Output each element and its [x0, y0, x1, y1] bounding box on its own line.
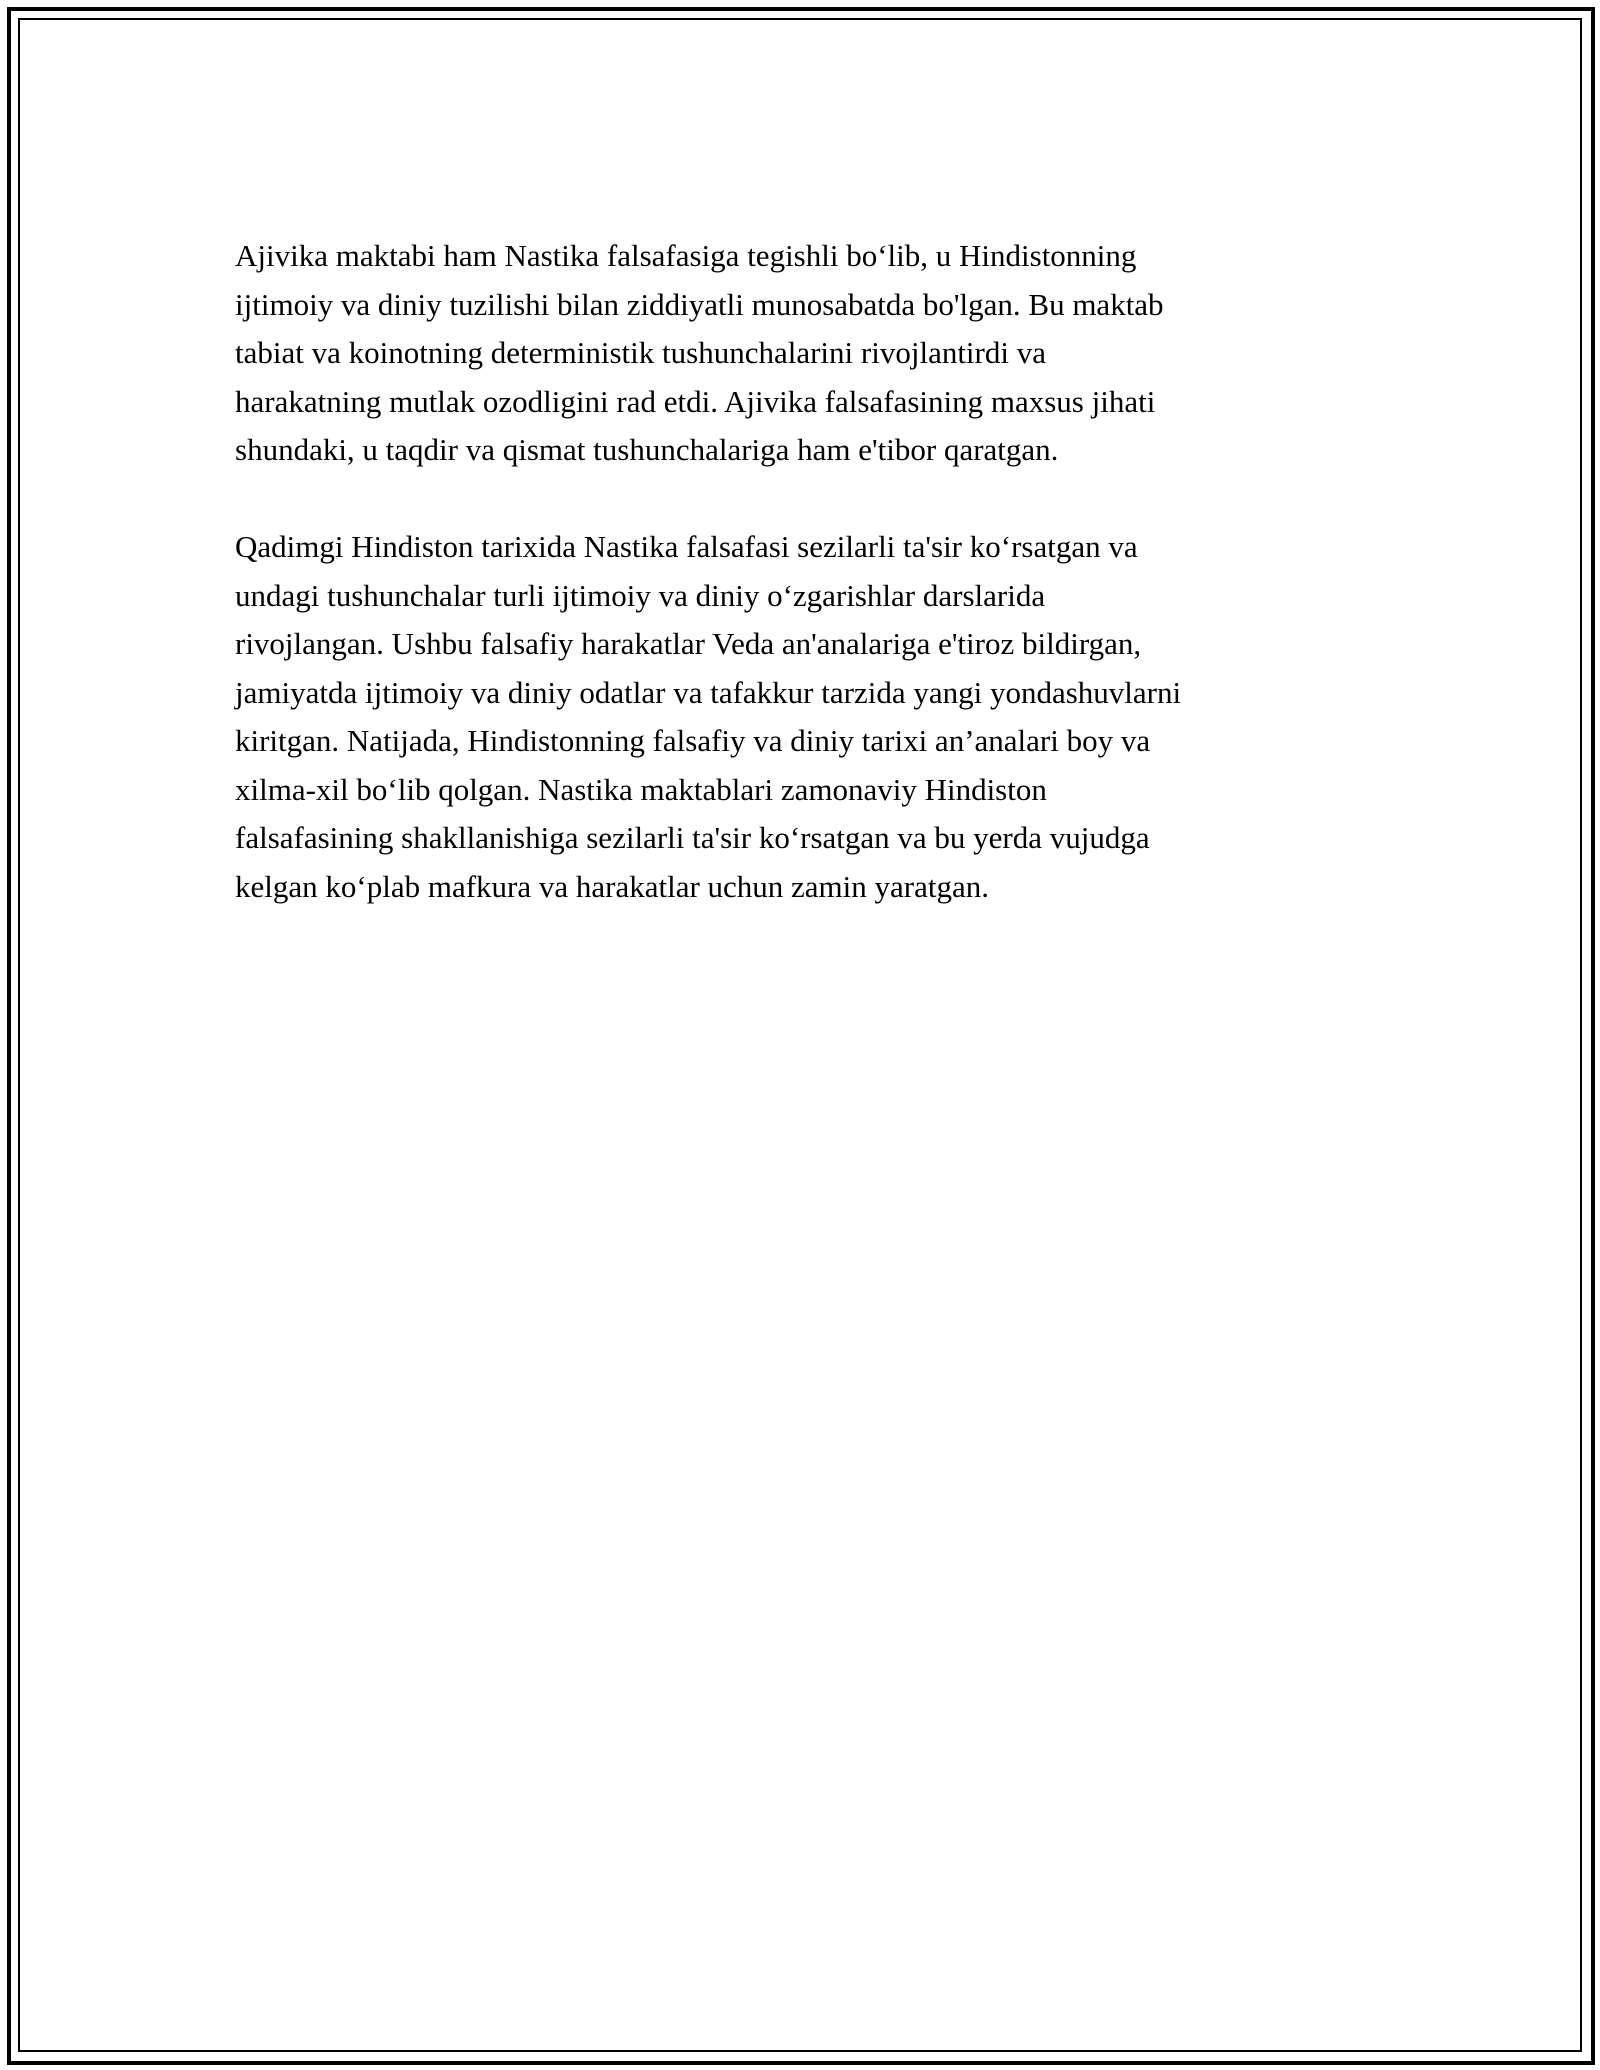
paragraph-ajivika: Ajivika maktabi ham Nastika falsafasiga tegishli bo‘lib, u Hindistonning ijtimoiy va diniy tuzilishi bilan ziddiyatli munosabatda bo'lgan. Bu maktab tabiat va koinotning deterministik tushunchalarini rivojlantirdi va harakatning mutlak ozodligini rad etdi. Ajivika falsafasining maxsus jihati shundaki, u taqdir va qismat tushunchalariga ham e'tibor qaratgan.	[235, 238, 1164, 467]
document-body	[235, 232, 1385, 911]
paragraph-nastika-history: Qadimgi Hindiston tarixida Nastika falsafasi sezilarli ta'sir ko‘rsatgan va undagi tushunchalar turli ijtimoiy va diniy o‘zgarishlar darslarida rivojlangan. Ushbu falsafiy harakatlar Veda an'analariga e'tiroz bildirgan, jamiyatda ijtimoiy va diniy odatlar va tafakkur tarzida yangi yondashuvlarni kiritgan. Natijada, Hindistonning falsafiy va diniy tarixi an’analari boy va xilma-xil bo‘lib qolgan. Nastika maktablari zamonaviy Hindiston falsafasining shakllanishiga sezilarli ta'sir ko‘rsatgan va bu yerda vujudga kelgan ko‘plab mafkura va harakatlar uchun zamin yaratgan.	[235, 529, 1182, 904]
